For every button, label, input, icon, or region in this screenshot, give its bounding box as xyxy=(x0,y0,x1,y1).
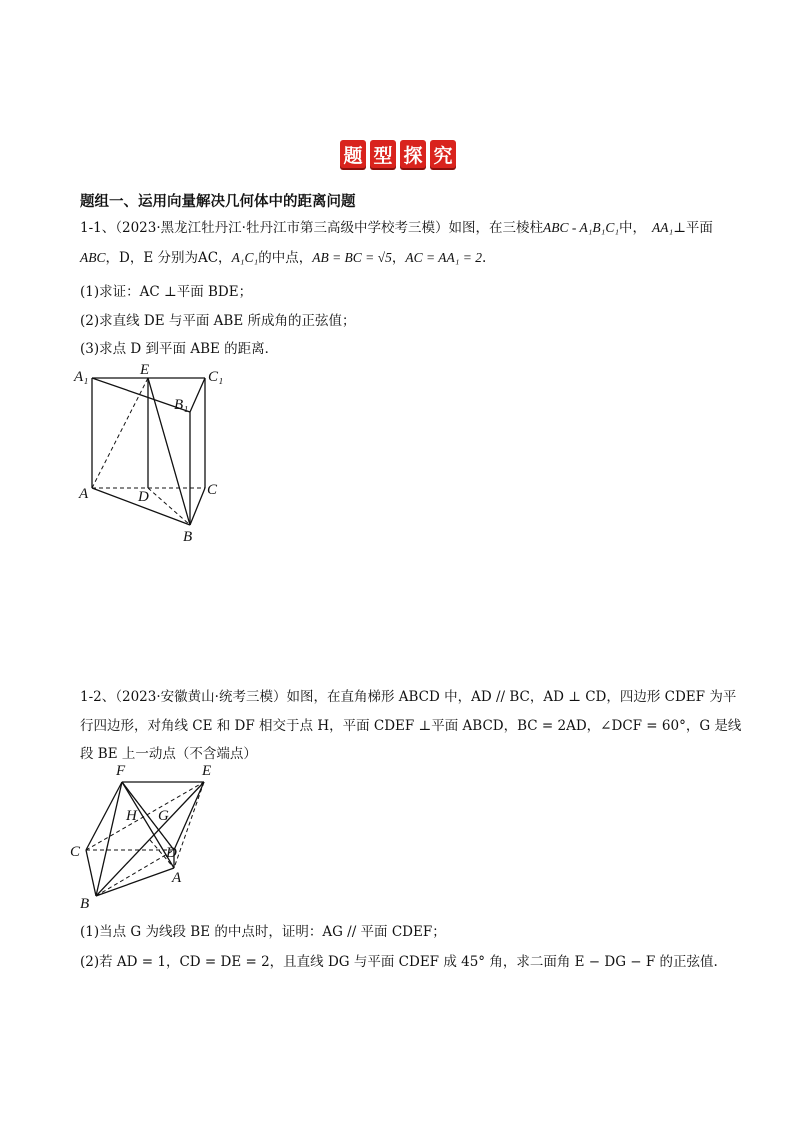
problem2-line1 xyxy=(80,685,736,705)
label-c: C xyxy=(207,482,218,498)
label-a: A xyxy=(172,870,182,886)
problem2-number: 1-2、 xyxy=(80,689,116,705)
label-h: H xyxy=(126,808,137,824)
label-b1: B₁ xyxy=(174,397,189,413)
banner-char: 型 xyxy=(370,140,396,168)
banner-char: 题 xyxy=(340,140,366,168)
trapezoid-figure xyxy=(66,760,226,910)
problem1-question2: (2)求直线 DE 与平面 ABE 所成角的正弦值； xyxy=(80,313,356,329)
label-c: C xyxy=(70,844,81,860)
problem1-aa1: AA₁ xyxy=(652,220,674,235)
problem2-line1-text: 如图，在直角梯形 ABCD 中，AD // BC，AD ⊥ CD，四边形 CDEF 为平 xyxy=(286,689,737,705)
problem1-plane: ABC xyxy=(80,250,106,265)
section-title: 题组一、运用向量解决几何体中的距离问题 xyxy=(80,194,356,210)
problem1-intro: 如图，在三棱柱 xyxy=(448,220,543,236)
problem1-source: （2023·黑龙江牡丹江·牡丹江市第三高级中学校考三模） xyxy=(115,220,449,236)
topic-banner xyxy=(340,140,456,168)
label-b: B xyxy=(183,529,193,545)
label-e: E xyxy=(140,362,150,378)
banner-char: 究 xyxy=(430,140,456,168)
problem1-line2b: 的中点， xyxy=(258,250,313,266)
problem1-eq2: AC = AA₁ = 2 xyxy=(405,250,482,265)
problem1-question3: (3)求点 D 到平面 ABE 的距离． xyxy=(80,341,279,357)
problem1-number: 1-1、 xyxy=(80,220,116,236)
prism-figure xyxy=(70,360,240,550)
problem1-line2a: ，D，E 分别为AC， xyxy=(105,250,232,266)
problem1-eq1: AB = BC = √5 xyxy=(312,250,392,265)
banner-char: 探 xyxy=(400,140,426,168)
label-g: G xyxy=(158,808,169,824)
problem1-line2 xyxy=(80,246,486,266)
problem1-prism: ABC - A₁B₁C₁ xyxy=(542,220,620,235)
problem1-line1 xyxy=(80,216,713,236)
problem2-source: （2023·安徽黄山·统考三模） xyxy=(115,689,287,705)
problem1-mid: 中， xyxy=(619,220,647,236)
problem2-question2: (2)若 AD = 1，CD = DE = 2，且直线 DG 与平面 CDEF 成 45° 角，求二面角 E − DG − F 的正弦值. xyxy=(80,954,718,970)
problem1-comma: ， xyxy=(391,250,406,266)
label-b: B xyxy=(80,896,90,910)
problem2-line3: 段 BE 上一动点（不含端点） xyxy=(80,746,257,762)
label-c1: C₁ xyxy=(208,369,224,385)
problem1-question1: (1)求证：AC ⊥平面 BDE； xyxy=(80,284,253,300)
label-a1: A₁ xyxy=(74,369,89,385)
problem2-question1: (1)当点 G 为线段 BE 的中点时，证明：AG // 平面 CDEF； xyxy=(80,924,446,940)
label-d: D xyxy=(138,489,149,505)
label-e: E xyxy=(202,763,212,779)
problem1-period: . xyxy=(482,250,487,266)
label-d: D xyxy=(166,845,177,861)
problem1-perp-plane: ⊥平面 xyxy=(673,220,713,236)
label-f: F xyxy=(116,763,126,779)
label-a: A xyxy=(79,486,89,502)
problem2-line2: 行四边形，对角线 CE 和 DF 相交于点 H，平面 CDEF ⊥平面 ABCD，BC = 2AD，∠DCF = 60°，G 是线 xyxy=(80,718,742,734)
problem1-a1c1: A₁C₁ xyxy=(231,250,259,265)
